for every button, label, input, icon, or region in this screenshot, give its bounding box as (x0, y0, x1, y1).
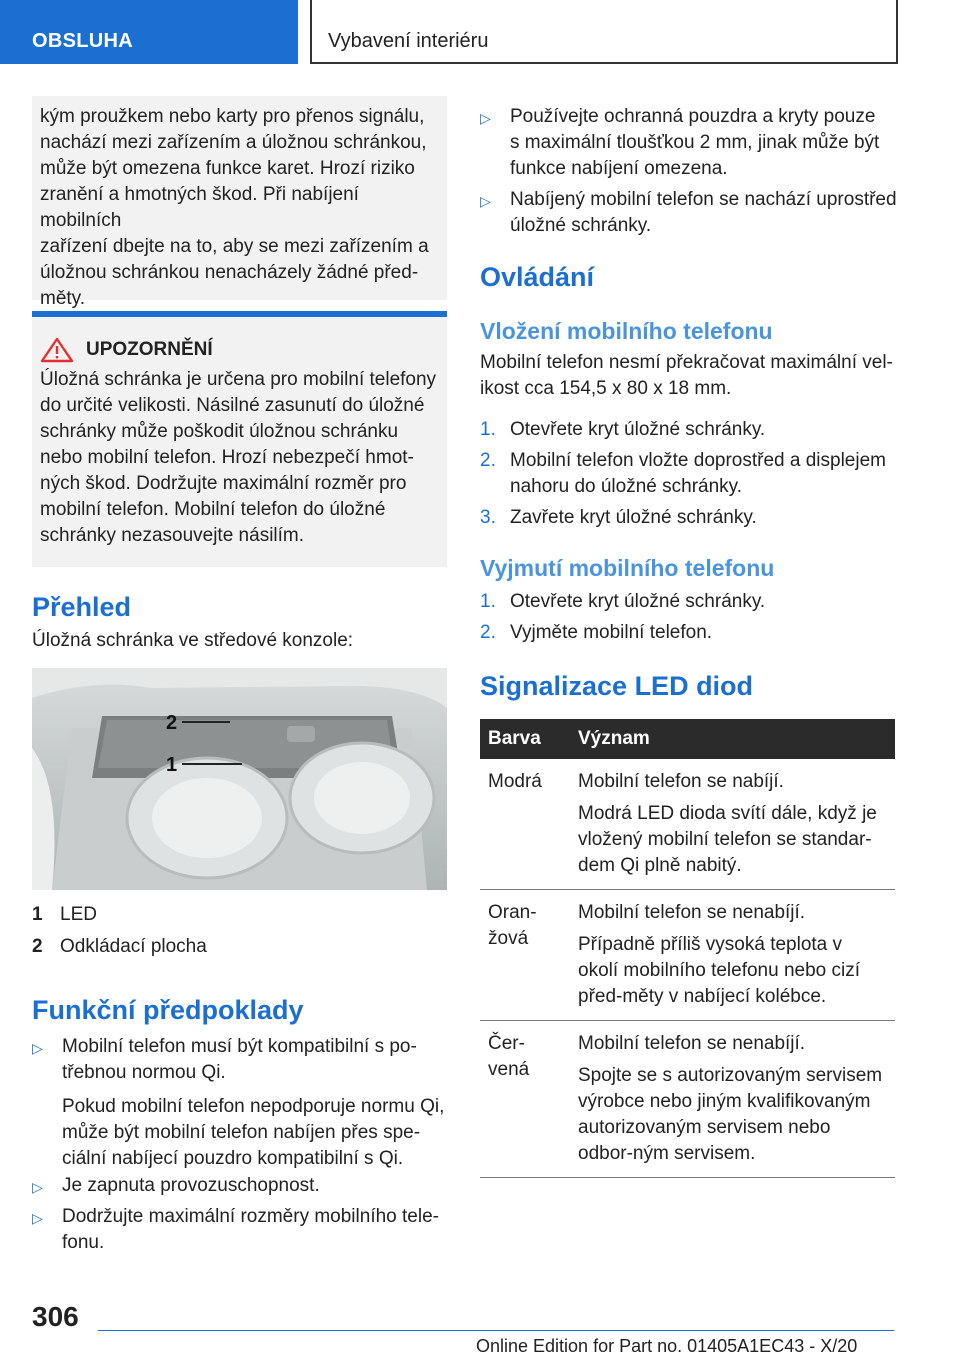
section-title: OBSLUHA (32, 30, 133, 52)
note-line: kým proužkem nebo karty pro přenos signálu, (40, 106, 425, 127)
console-illustration (32, 668, 447, 890)
note-line: měty. (40, 288, 86, 309)
list-text: Dodržujte maximální rozměry mobilního tele- (62, 1206, 439, 1227)
step-item (480, 505, 757, 531)
callout-1: 1 (166, 754, 178, 776)
meaning-cell (570, 1021, 895, 1178)
operation-heading: Ovládání (480, 262, 595, 292)
warning-title: UPOZORNĚNÍ (86, 339, 213, 360)
list-text: Je zapnuta provozuschopnost. (62, 1175, 320, 1196)
meaning-main: Mobilní telefon se nenabíjí. (578, 1033, 806, 1054)
chapter-title: Vybavení interiéru (328, 30, 489, 52)
table-row (480, 890, 895, 1021)
warning-heading (40, 337, 439, 363)
list-subtext: ciální nabíjecí pouzdro kompatibilní s Qi. (62, 1148, 404, 1169)
warning-box (32, 317, 447, 567)
legend-number: 1 (32, 904, 43, 925)
callout-2: 2 (166, 712, 178, 734)
led-heading: Signalizace LED diod (480, 671, 754, 701)
note-line: může být omezena funkce karet. Hrozí riziko (40, 158, 415, 179)
step-number: 1. (480, 591, 496, 612)
list-text: třebnou normou Qi. (62, 1062, 226, 1083)
meaning-main: Mobilní telefon se nenabíjí. (578, 902, 806, 923)
table-header-row (480, 719, 895, 759)
warning-line: nebo mobilní telefon. Hrozí nebezpečí hmot- (40, 447, 414, 468)
list-text: s maximální tloušťkou 2 mm, jinak může být (510, 132, 880, 153)
column-header-color: Barva (480, 719, 570, 759)
list-item (32, 1204, 439, 1256)
note-line: úložnou schránkou nenacházely žádné před- (40, 262, 419, 283)
remove-heading: Vyjmutí mobilního telefonu (480, 555, 775, 581)
step-item (480, 448, 886, 500)
table-row (480, 759, 895, 890)
insert-heading: Vložení mobilního telefonu (480, 318, 773, 344)
color-cell (480, 1021, 570, 1178)
led-table (480, 719, 895, 1178)
meaning-detail: Modrá LED dioda svítí dále, když je vložený mobilní telefon se standar-dem Qi plně nabitý. (578, 803, 877, 876)
footer-divider (98, 1330, 894, 1331)
color-name: Modrá (488, 771, 542, 792)
warning-line: schránky může poškodit úložnou schránku (40, 421, 399, 442)
step-number: 2. (480, 450, 496, 471)
column-header-meaning: Význam (570, 719, 895, 759)
warning-triangle-icon (40, 337, 74, 363)
meaning-main: Mobilní telefon se nabíjí. (578, 771, 784, 792)
list-item (32, 1034, 447, 1172)
list-text: Mobilní telefon musí být kompatibilní s po- (62, 1036, 417, 1057)
meaning-detail: Případně příliš vysoká teplota v okolí mobilního telefonu nebo cizí před-měty v nabíjecí kolébce. (578, 934, 861, 1007)
warning-line: Úložná schránka je určena pro mobilní telefony (40, 369, 437, 390)
step-text: Zavřete kryt úložné schránky. (510, 507, 757, 528)
list-text: fonu. (62, 1232, 105, 1253)
legend-number: 2 (32, 936, 43, 957)
warning-line: mobilní telefon. Mobilní telefon do úložné (40, 499, 386, 520)
warning-line: do určité velikosti. Násilné zasunutí do úložné (40, 395, 425, 416)
color-name: Oran- (488, 902, 537, 923)
step-text: Vyjměte mobilní telefon. (510, 622, 713, 643)
triangle-bullet-icon: ▷ (32, 1210, 43, 1226)
edition-text: Online Edition for Part no. 01405A1EC43 - X/20 (476, 1336, 858, 1356)
requirements-heading: Funkční předpoklady (32, 995, 304, 1025)
step-item (480, 620, 712, 646)
legend-label: Odkládací plocha (60, 936, 207, 957)
triangle-bullet-icon: ▷ (480, 193, 491, 209)
legend-item (32, 934, 207, 960)
step-text: Mobilní telefon vložte doprostřed a displejem (510, 450, 886, 471)
list-item (480, 104, 879, 182)
step-item (480, 417, 765, 443)
note-line: nachází mezi zařízením a úložnou schránkou, (40, 132, 427, 153)
page-number: 306 (32, 1301, 79, 1332)
list-subtext: může být mobilní telefon nabíjen přes spe- (62, 1122, 421, 1143)
list-item (480, 187, 897, 239)
overview-heading: Přehled (32, 592, 132, 622)
step-text: Otevřete kryt úložné schránky. (510, 591, 766, 612)
console-photo (32, 668, 447, 890)
list-text: Používejte ochranná pouzdra a kryty pouze (510, 106, 876, 127)
meaning-cell (570, 759, 895, 890)
step-number: 3. (480, 507, 496, 528)
list-text: funkce nabíjení omezena. (510, 158, 728, 179)
step-number: 2. (480, 622, 496, 643)
color-name: Čer- (488, 1033, 525, 1054)
note-line: zařízení dbejte na to, aby se mezi zařízením a (40, 236, 429, 257)
chapter-tab (310, 0, 898, 64)
triangle-bullet-icon: ▷ (32, 1179, 43, 1195)
list-subtext: Pokud mobilní telefon nepodporuje normu Qi, (62, 1096, 445, 1117)
list-text: Nabíjený mobilní telefon se nachází uprostřed (510, 189, 897, 210)
meaning-cell (570, 890, 895, 1021)
warning-line: ných škod. Dodržujte maximální rozměr pro (40, 473, 407, 494)
color-cell (480, 759, 570, 890)
step-item (480, 589, 765, 615)
list-item (32, 1173, 320, 1200)
note-box (32, 96, 447, 309)
overview-text: Úložná schránka ve středové konzole: (32, 630, 354, 651)
section-tab (0, 0, 298, 64)
color-name: vená (488, 1059, 530, 1080)
step-number: 1. (480, 419, 496, 440)
note-line: zranění a hmotných škod. Při nabíjení mobilních (40, 184, 359, 231)
warning-line: schránky nezasouvejte násilím. (40, 525, 305, 546)
meaning-detail: Spojte se s autorizovaným servisem výrobce nebo jiným kvalifikovaným autorizovaným servisem nebo odbor-ným servisem. (578, 1065, 883, 1164)
step-text: Otevřete kryt úložné schránky. (510, 419, 766, 440)
list-text: úložné schránky. (510, 215, 652, 236)
triangle-bullet-icon: ▷ (32, 1040, 43, 1056)
color-cell (480, 890, 570, 1021)
triangle-bullet-icon: ▷ (480, 110, 491, 126)
color-name: žová (488, 928, 529, 949)
legend-item (32, 902, 97, 928)
insert-text: ikost cca 154,5 x 80 x 18 mm. (480, 378, 732, 399)
table-row (480, 1021, 895, 1178)
step-text: nahoru do úložné schránky. (510, 476, 743, 497)
insert-text: Mobilní telefon nesmí překračovat maximální vel- (480, 352, 893, 373)
legend-label: LED (60, 904, 97, 925)
